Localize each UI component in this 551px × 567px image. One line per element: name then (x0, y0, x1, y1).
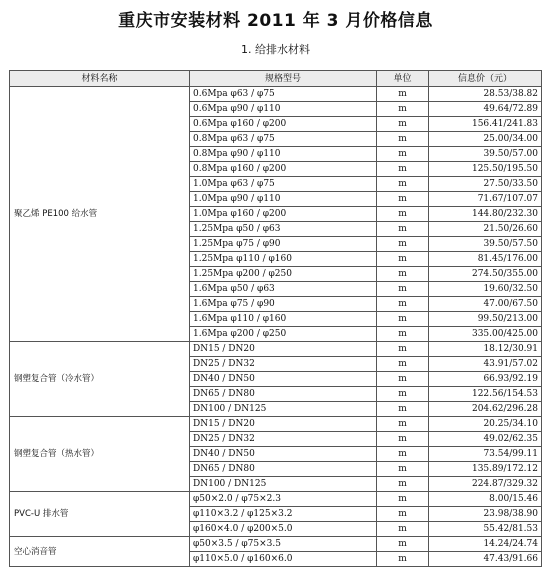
spec-cell: DN65 / DN80 (190, 462, 377, 477)
spec-cell: DN40 / DN50 (190, 447, 377, 462)
price-cell: 81.45/176.00 (429, 252, 542, 267)
table-body (10, 87, 542, 567)
material-name-cell: 钢塑复合管（热水管） (10, 417, 190, 492)
table-row (10, 537, 542, 552)
spec-cell: 0.8Mpa φ63 / φ75 (190, 132, 377, 147)
material-name-cell: 空心消音管 (10, 537, 190, 567)
unit-cell: m (377, 222, 429, 237)
table-row (10, 417, 542, 432)
unit-cell: m (377, 147, 429, 162)
spec-cell: DN15 / DN20 (190, 342, 377, 357)
unit-cell: m (377, 177, 429, 192)
price-cell: 71.67/107.07 (429, 192, 542, 207)
spec-cell: 1.6Mpa φ50 / φ63 (190, 282, 377, 297)
price-cell: 49.64/72.89 (429, 102, 542, 117)
unit-cell: m (377, 327, 429, 342)
price-cell: 43.91/57.02 (429, 357, 542, 372)
unit-cell: m (377, 282, 429, 297)
price-cell: 49.02/62.35 (429, 432, 542, 447)
spec-cell: DN15 / DN20 (190, 417, 377, 432)
material-name-cell: PVC-U 排水管 (10, 492, 190, 537)
spec-cell: 1.6Mpa φ110 / φ160 (190, 312, 377, 327)
price-cell: 125.50/195.50 (429, 162, 542, 177)
unit-cell: m (377, 447, 429, 462)
unit-cell: m (377, 402, 429, 417)
price-cell: 28.53/38.82 (429, 87, 542, 102)
table-row (10, 342, 542, 357)
unit-cell: m (377, 267, 429, 282)
price-cell: 39.50/57.50 (429, 237, 542, 252)
header-material-name: 材料名称 (10, 71, 190, 87)
price-cell: 27.50/33.50 (429, 177, 542, 192)
unit-cell: m (377, 252, 429, 267)
unit-cell: m (377, 477, 429, 492)
unit-cell: m (377, 387, 429, 402)
header-unit: 单位 (377, 71, 429, 87)
price-cell: 55.42/81.53 (429, 522, 542, 537)
spec-cell: 0.8Mpa φ90 / φ110 (190, 147, 377, 162)
spec-cell: DN100 / DN125 (190, 402, 377, 417)
spec-cell: DN100 / DN125 (190, 477, 377, 492)
unit-cell: m (377, 372, 429, 387)
spec-cell: DN65 / DN80 (190, 387, 377, 402)
price-cell: 39.50/57.00 (429, 147, 542, 162)
unit-cell: m (377, 537, 429, 552)
spec-cell: 1.0Mpa φ63 / φ75 (190, 177, 377, 192)
price-cell: 18.12/30.91 (429, 342, 542, 357)
unit-cell: m (377, 492, 429, 507)
spec-cell: φ110×5.0 / φ160×6.0 (190, 552, 377, 567)
unit-cell: m (377, 162, 429, 177)
unit-cell: m (377, 342, 429, 357)
unit-cell: m (377, 312, 429, 327)
header-price: 信息价（元） (429, 71, 542, 87)
spec-cell: 1.25Mpa φ110 / φ160 (190, 252, 377, 267)
unit-cell: m (377, 237, 429, 252)
price-cell: 122.56/154.53 (429, 387, 542, 402)
section-subtitle: 1. 给排水材料 (241, 43, 310, 56)
price-cell: 25.00/34.00 (429, 132, 542, 147)
price-cell: 335.00/425.00 (429, 327, 542, 342)
spec-cell: 1.25Mpa φ50 / φ63 (190, 222, 377, 237)
price-cell: 224.87/329.32 (429, 477, 542, 492)
spec-cell: 1.25Mpa φ200 / φ250 (190, 267, 377, 282)
table-row (10, 492, 542, 507)
price-cell: 8.00/15.46 (429, 492, 542, 507)
unit-cell: m (377, 462, 429, 477)
price-cell: 204.62/296.28 (429, 402, 542, 417)
unit-cell: m (377, 357, 429, 372)
spec-cell: φ50×2.0 / φ75×2.3 (190, 492, 377, 507)
unit-cell: m (377, 132, 429, 147)
price-cell: 73.54/99.11 (429, 447, 542, 462)
table-header-row (10, 71, 542, 87)
unit-cell: m (377, 297, 429, 312)
price-cell: 47.43/91.66 (429, 552, 542, 567)
unit-cell: m (377, 417, 429, 432)
page-title: 重庆市安装材料 2011 年 3 月价格信息 (118, 11, 433, 31)
price-cell: 20.25/34.10 (429, 417, 542, 432)
price-cell: 156.41/241.83 (429, 117, 542, 132)
header-spec: 规格型号 (190, 71, 377, 87)
spec-cell: DN40 / DN50 (190, 372, 377, 387)
spec-cell: 0.6Mpa φ90 / φ110 (190, 102, 377, 117)
price-cell: 99.50/213.00 (429, 312, 542, 327)
price-cell: 144.80/232.30 (429, 207, 542, 222)
price-table (9, 70, 542, 567)
price-cell: 135.89/172.12 (429, 462, 542, 477)
unit-cell: m (377, 552, 429, 567)
spec-cell: φ50×3.5 / φ75×3.5 (190, 537, 377, 552)
spec-cell: 1.0Mpa φ160 / φ200 (190, 207, 377, 222)
spec-cell: 0.6Mpa φ63 / φ75 (190, 87, 377, 102)
spec-cell: DN25 / DN32 (190, 432, 377, 447)
price-cell: 21.50/26.60 (429, 222, 542, 237)
unit-cell: m (377, 192, 429, 207)
spec-cell: 0.8Mpa φ160 / φ200 (190, 162, 377, 177)
unit-cell: m (377, 117, 429, 132)
unit-cell: m (377, 507, 429, 522)
spec-cell: DN25 / DN32 (190, 357, 377, 372)
price-cell: 47.00/67.50 (429, 297, 542, 312)
price-cell: 66.93/92.19 (429, 372, 542, 387)
unit-cell: m (377, 207, 429, 222)
spec-cell: 1.6Mpa φ200 / φ250 (190, 327, 377, 342)
material-name-cell: 钢塑复合管（冷水管） (10, 342, 190, 417)
price-cell: 19.60/32.50 (429, 282, 542, 297)
spec-cell: 0.6Mpa φ160 / φ200 (190, 117, 377, 132)
spec-cell: φ110×3.2 / φ125×3.2 (190, 507, 377, 522)
price-cell: 14.24/24.74 (429, 537, 542, 552)
unit-cell: m (377, 102, 429, 117)
spec-cell: φ160×4.0 / φ200×5.0 (190, 522, 377, 537)
unit-cell: m (377, 522, 429, 537)
price-cell: 23.98/38.90 (429, 507, 542, 522)
table-row (10, 87, 542, 102)
unit-cell: m (377, 87, 429, 102)
unit-cell: m (377, 432, 429, 447)
spec-cell: 1.6Mpa φ75 / φ90 (190, 297, 377, 312)
spec-cell: 1.0Mpa φ90 / φ110 (190, 192, 377, 207)
price-cell: 274.50/355.00 (429, 267, 542, 282)
material-name-cell: 聚乙烯 PE100 给水管 (10, 87, 190, 342)
spec-cell: 1.25Mpa φ75 / φ90 (190, 237, 377, 252)
